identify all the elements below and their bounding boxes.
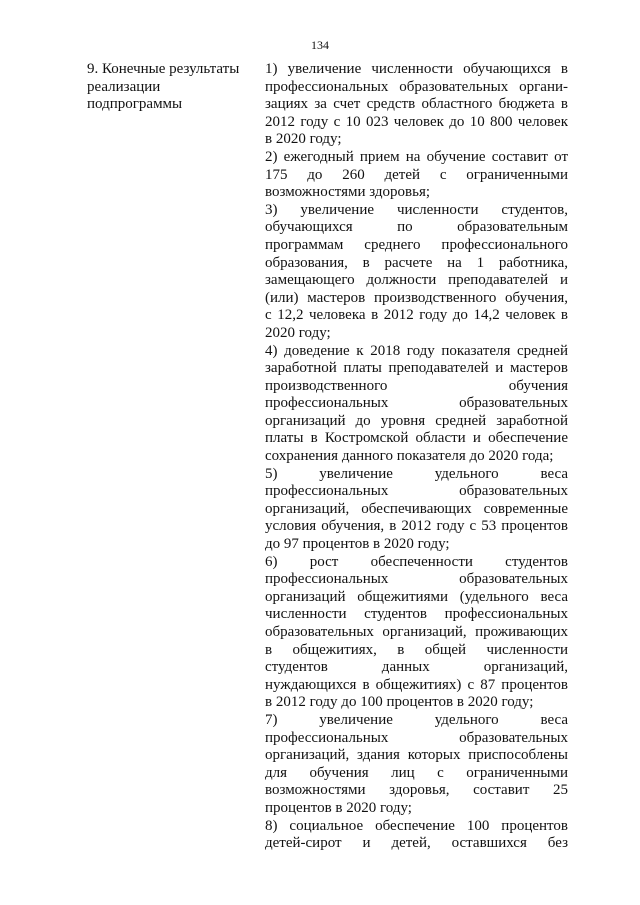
- result-item-line: в общежитиях, в общей численности: [265, 641, 568, 658]
- result-item: [265, 202, 568, 343]
- result-item-line: сохранения данного показателя до 2020 года;: [265, 448, 554, 465]
- results-list: [265, 61, 568, 853]
- result-item-line: программам среднего профессионального: [265, 236, 568, 253]
- result-item-line: численности студентов профессиональных: [265, 606, 568, 623]
- result-item-line: производственного обучения: [265, 377, 568, 394]
- result-item-line: заработной платы преподавателей и мастеров: [265, 360, 568, 377]
- result-item: [265, 466, 568, 554]
- result-item-line: 1) увеличение численности обучающихся в: [265, 61, 568, 77]
- result-item-line: профессиональных образовательных: [265, 729, 568, 746]
- result-item-line: 6) рост обеспеченности студентов: [265, 553, 568, 570]
- result-item-line: образования, в расчете на 1 работника,: [265, 254, 568, 271]
- result-item-line: (или) мастеров производственного обучения,: [265, 289, 568, 306]
- section-label: [87, 61, 257, 114]
- result-item-line: студентов данных организаций,: [265, 659, 568, 676]
- result-item-line: организаций, обеспечивающих современные: [265, 500, 568, 517]
- result-item-line: детей-сирот и детей, оставшихся без: [265, 835, 568, 852]
- result-item-line: профессиональных образовательных: [265, 483, 568, 500]
- result-item-line: образовательных организаций, проживающих: [265, 624, 568, 640]
- section-label-line: реализации: [87, 78, 161, 95]
- result-item-line: 175 до 260 детей с ограниченными: [265, 166, 568, 183]
- result-item-line: 5) увеличение удельного веса: [265, 465, 568, 482]
- result-item-line: в 2012 году до 100 процентов в 2020 году;: [265, 694, 534, 711]
- result-item-line: замещающего должности преподавателей и: [265, 272, 568, 289]
- result-item-line: зациях за счет средств областного бюджета в: [265, 96, 568, 113]
- result-item-line: обучающихся по образовательным: [265, 219, 568, 236]
- result-item-line: профессиональных образовательных: [265, 395, 568, 412]
- result-item-line: процентов в 2020 году;: [265, 799, 412, 816]
- result-item: [265, 61, 568, 149]
- result-item-line: организаций, здания которых приспособлены: [265, 747, 568, 764]
- result-item-line: до 97 процентов в 2020 году;: [265, 536, 450, 553]
- result-item-line: 4) доведение к 2018 году показателя средней: [265, 342, 568, 359]
- result-item-line: 2012 году с 10 023 человек до 10 800 человек: [265, 113, 568, 130]
- result-item: [265, 149, 568, 202]
- result-item-line: 3) увеличение численности студентов,: [265, 201, 568, 218]
- result-item-line: 2020 году;: [265, 324, 331, 341]
- result-item-line: 8) социальное обеспечение 100 процентов: [265, 817, 568, 834]
- result-item: [265, 712, 568, 818]
- result-item-line: профессиональных образовательных органи-: [265, 78, 568, 95]
- result-item: [265, 818, 568, 853]
- result-item-line: 7) увеличение удельного веса: [265, 711, 568, 728]
- result-item-line: возможностями здоровья;: [265, 184, 431, 201]
- result-item-line: профессиональных образовательных: [265, 571, 568, 588]
- result-item-line: организаций общежитиями (удельного веса: [265, 588, 568, 605]
- section-label-line: подпрограммы: [87, 96, 183, 113]
- result-item-line: организаций до уровня средней заработной: [265, 412, 568, 429]
- section-label-line: 9. Конечные результаты: [87, 61, 240, 77]
- result-item: [265, 343, 568, 466]
- result-item-line: в 2020 году;: [265, 131, 342, 148]
- result-item-line: нуждающихся в общежитиях) с 87 процентов: [265, 676, 568, 693]
- result-item-line: условия обучения, в 2012 году с 53 процентов: [265, 518, 568, 535]
- result-item-line: возможностями здоровья, составит 25: [265, 782, 568, 799]
- result-item-line: с 12,2 человека в 2012 году до 14,2 человек в: [265, 307, 568, 324]
- result-item-line: платы в Костромской области и обеспечение: [265, 430, 568, 447]
- result-item: [265, 554, 568, 712]
- page-number: 134: [311, 38, 329, 52]
- result-item-line: для обучения лиц с ограниченными: [265, 764, 568, 781]
- result-item-line: 2) ежегодный прием на обучение составит от: [265, 148, 568, 165]
